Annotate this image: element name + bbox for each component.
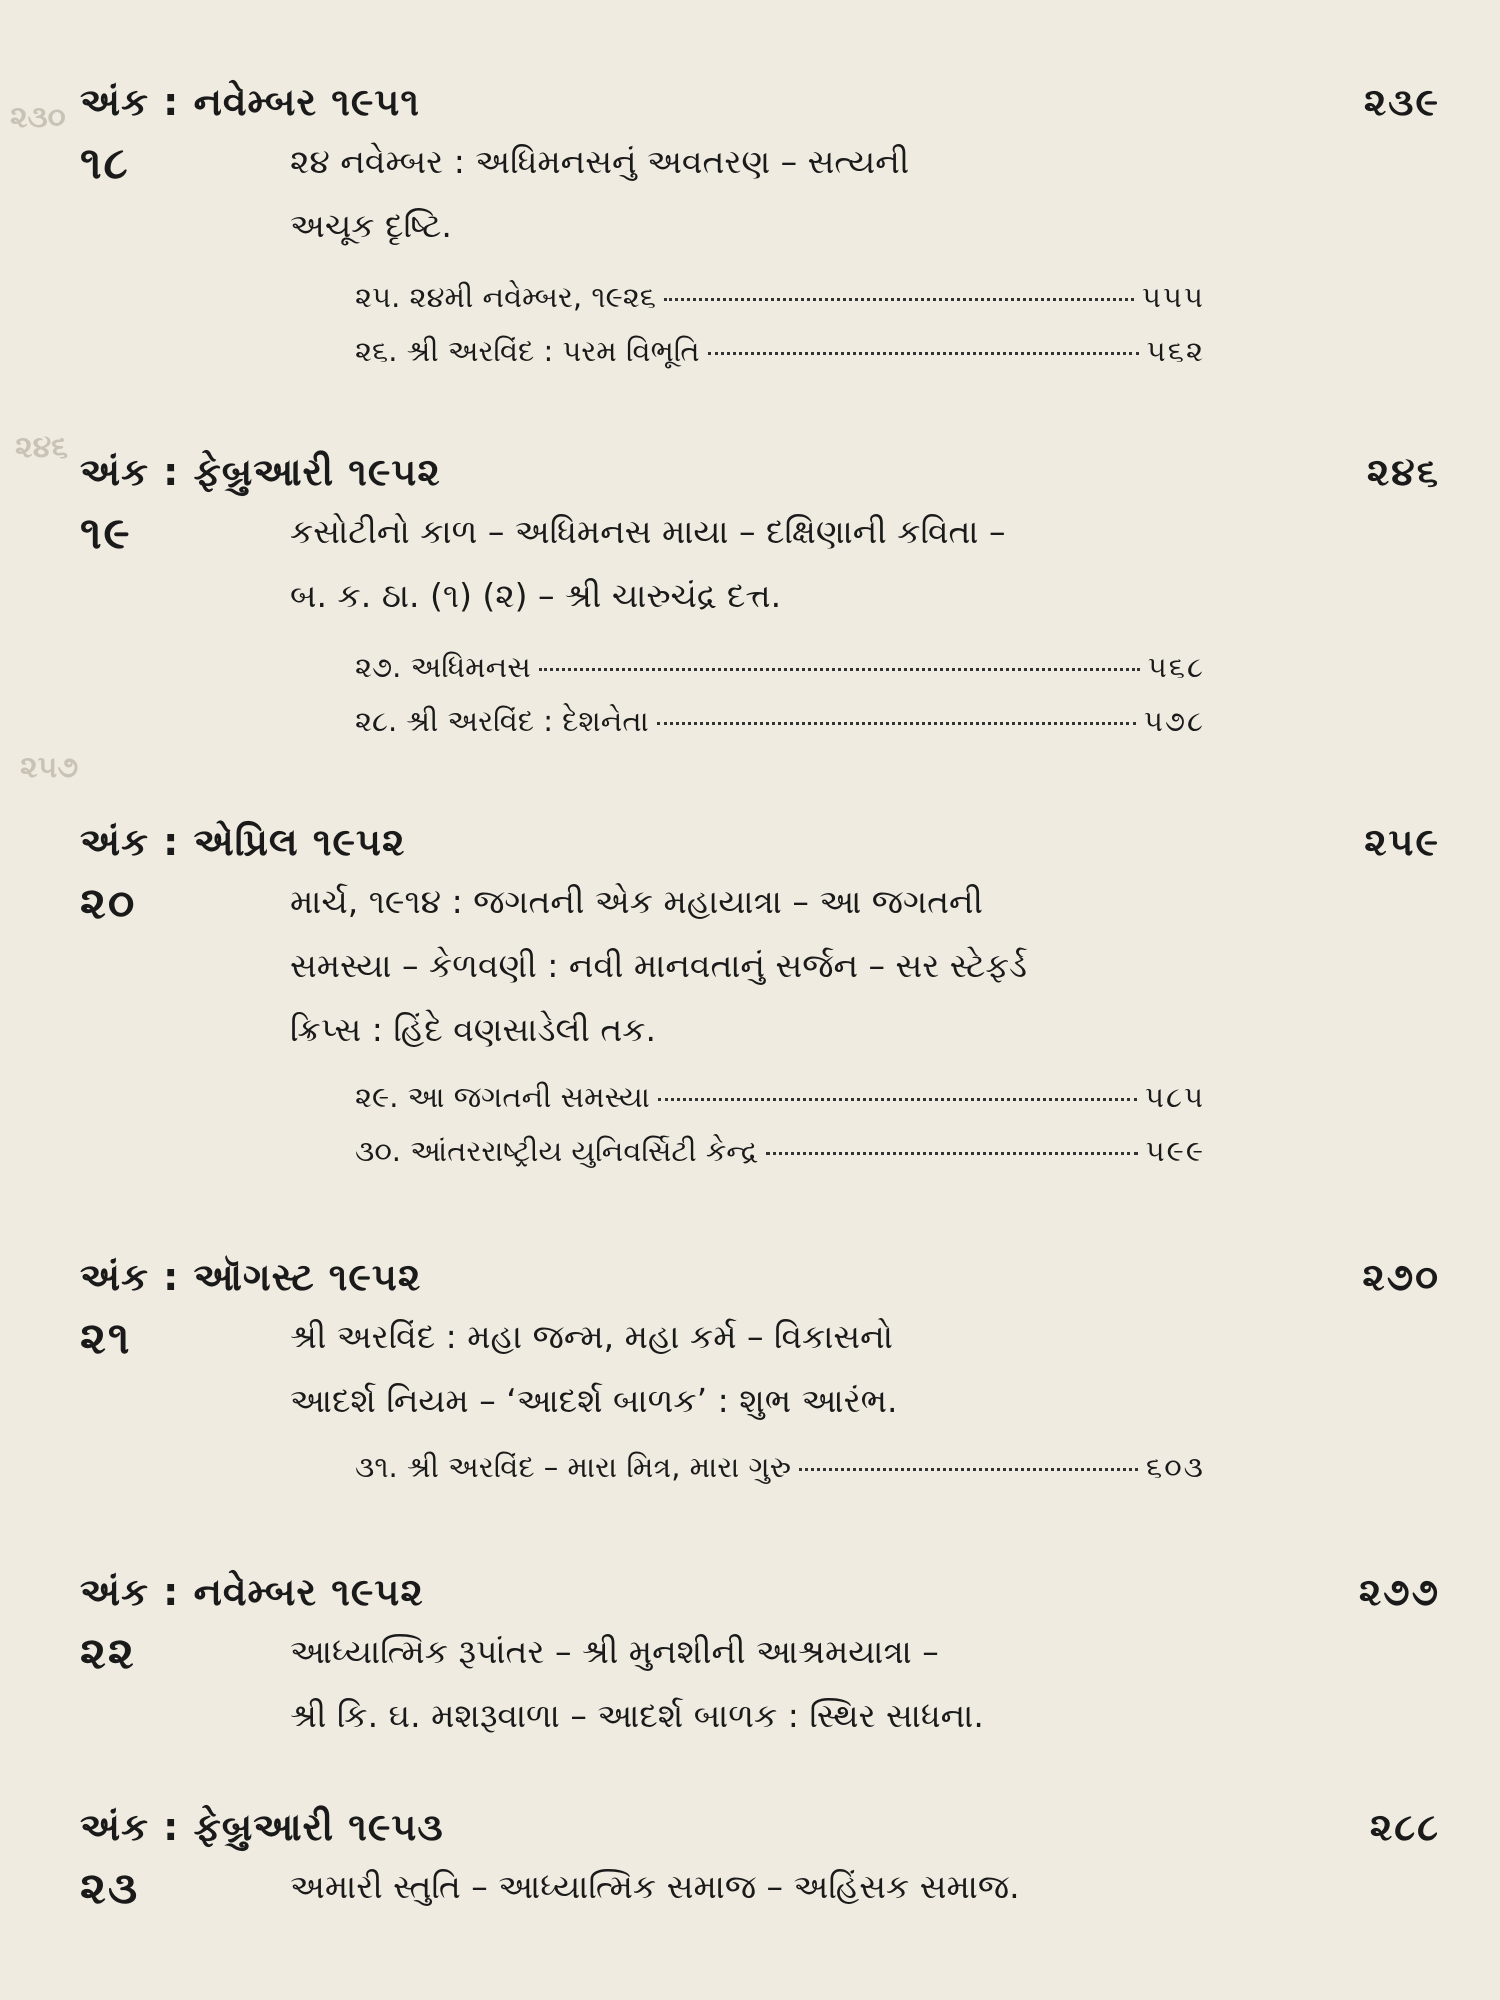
issue-page-number: ૨૭૭ bbox=[1358, 1570, 1440, 1614]
article-entry bbox=[355, 1080, 1205, 1134]
chapter-number: ૨૨ bbox=[80, 1628, 136, 1679]
chapter-number: ૧૯ bbox=[80, 508, 132, 559]
article-list bbox=[355, 280, 1205, 388]
issue-header: અંક : એપ્રિલ ૧૯૫૨ bbox=[80, 820, 406, 864]
bleed-through-mark: ૨૪૬ bbox=[15, 430, 69, 465]
article-page: ૫૫૫ bbox=[1141, 280, 1205, 314]
chapter-number: ૨૦ bbox=[80, 878, 137, 929]
article-title: ૨૫. ૨૪મી નવેમ્બર, ૧૯૨૬ bbox=[355, 280, 657, 314]
dot-leader bbox=[539, 668, 1140, 671]
article-title: ૩૦. આંતરરાષ્ટ્રીય યુનિવર્સિટી કેન્દ્ર bbox=[355, 1134, 758, 1168]
chapter-description: માર્ચ, ૧૯૧૪ : જગતની એક મહાયાત્રા – આ જગતની સમસ્યા – કેળવણી : નવી માનવતાનું સર્જન – સર સ્ટેફર્ડ ક્રિપ્સ : હિંદે વણસાડેલી તક. bbox=[290, 882, 1028, 1049]
issue-page-number: ૨૫૯ bbox=[1364, 820, 1440, 864]
issue-header: અંક : નવેમ્બર ૧૯૫૧ bbox=[80, 80, 420, 124]
chapter-number: ૨૩ bbox=[80, 1863, 140, 1914]
article-title: ૨૭. અધિમનસ bbox=[355, 650, 531, 684]
article-page: ૬૦૩ bbox=[1145, 1450, 1205, 1484]
bleed-through-mark: ૨૫૭ bbox=[20, 750, 79, 785]
issue-header: અંક : ફેબ્રુઆરી ૧૯૫૨ bbox=[80, 450, 441, 494]
article-page: ૫૮૫ bbox=[1144, 1080, 1205, 1114]
article-entry bbox=[355, 280, 1205, 334]
issue-header: અંક : ઑગસ્ટ ૧૯૫૨ bbox=[80, 1255, 422, 1299]
chapter-number: ૧૮ bbox=[80, 138, 130, 189]
article-title: ૨૯. આ જગતની સમસ્યા bbox=[355, 1080, 650, 1114]
article-entry bbox=[355, 704, 1205, 758]
article-list bbox=[355, 1450, 1205, 1504]
article-title: ૩૧. શ્રી અરવિંદ – મારા મિત્ર, મારા ગુરુ bbox=[355, 1450, 791, 1484]
issue-page-number: ૨૮૮ bbox=[1369, 1805, 1440, 1849]
issue-header: અંક : નવેમ્બર ૧૯૫૨ bbox=[80, 1570, 424, 1614]
dot-leader bbox=[657, 722, 1136, 725]
issue-header: અંક : ફેબ્રુઆરી ૧૯૫૩ bbox=[80, 1805, 444, 1849]
article-entry bbox=[355, 334, 1205, 388]
dot-leader bbox=[658, 1098, 1137, 1101]
chapter-description: અમારી સ્તુતિ – આધ્યાત્મિક સમાજ – અહિંસક સમાજ. bbox=[290, 1867, 1020, 1906]
article-title: ૨૬. શ્રી અરવિંદ : પરમ વિભૂતિ bbox=[355, 334, 700, 368]
article-page: ૫૯૯ bbox=[1145, 1134, 1205, 1168]
dot-leader bbox=[766, 1152, 1138, 1155]
chapter-description: આધ્યાત્મિક રૂપાંતર – શ્રી મુનશીની આશ્રમયાત્રા – શ્રી કિ. ઘ. મશરૂવાળા – આદર્શ બાળક : સ્થિર સાધના. bbox=[290, 1632, 984, 1735]
article-entry bbox=[355, 1450, 1205, 1504]
bleed-through-mark: ૨૩૦ bbox=[10, 100, 66, 135]
article-title: ૨૮. શ્રી અરવિંદ : દેશનેતા bbox=[355, 704, 649, 738]
article-page: ૫૭૮ bbox=[1143, 704, 1205, 738]
issue-page-number: ૨૩૯ bbox=[1363, 80, 1440, 124]
article-page: ૫૬૨ bbox=[1146, 334, 1205, 368]
issue-page-number: ૨૪૬ bbox=[1366, 450, 1440, 494]
chapter-number: ૨૧ bbox=[80, 1313, 132, 1364]
article-entry bbox=[355, 1134, 1205, 1188]
dot-leader bbox=[664, 298, 1134, 301]
article-list bbox=[355, 650, 1205, 758]
chapter-description: શ્રી અરવિંદ : મહા જન્મ, મહા કર્મ – વિકાસનો આદર્શ નિયમ – ‘આદર્શ બાળક’ : શુભ આરંભ. bbox=[290, 1317, 898, 1420]
article-page: ૫૬૮ bbox=[1147, 650, 1205, 684]
issue-page-number: ૨૭૦ bbox=[1362, 1255, 1440, 1299]
chapter-description: કસોટીનો કાળ – અધિમનસ માયા – દક્ષિણાની કવિતા – બ. ક. ઠા. (૧) (૨) – શ્રી ચારુચંદ્ર દત્ત. bbox=[290, 512, 1006, 615]
article-list bbox=[355, 1080, 1205, 1188]
article-entry bbox=[355, 650, 1205, 704]
chapter-description: ૨૪ નવેમ્બર : અધિમનસનું અવતરણ – સત્યની અચૂક દૃષ્ટિ. bbox=[290, 142, 910, 245]
dot-leader bbox=[708, 352, 1139, 355]
dot-leader bbox=[799, 1468, 1138, 1471]
